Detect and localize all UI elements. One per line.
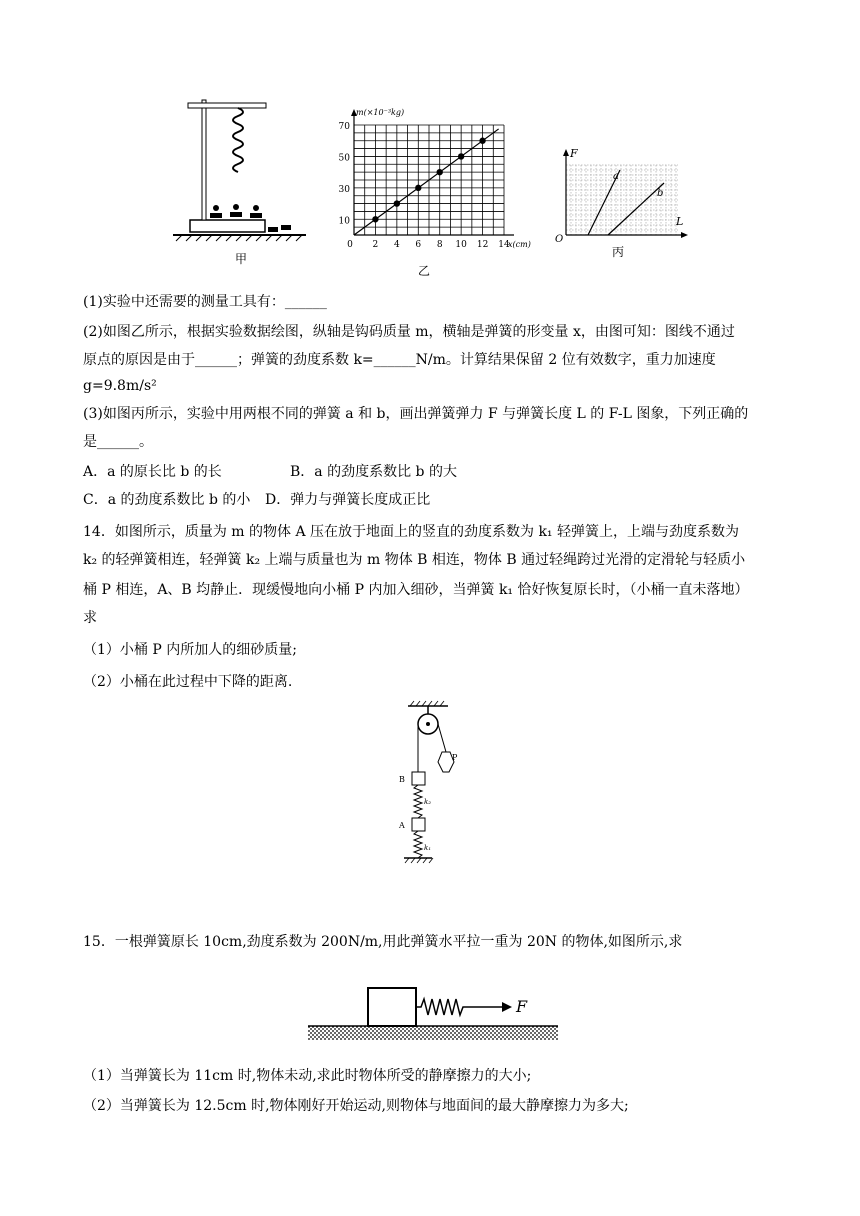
option-d: D．弹力与弹簧长度成正比: [265, 492, 431, 508]
yi-data-point: [479, 138, 485, 144]
q14-line2: k₂ 的轻弹簧相连，轻弹簧 k₂ 上端与质量也为 m 物体 B 相连，物体 B 通过轻绳跨过光滑的定滑轮与轻质小: [83, 552, 746, 568]
force-label: F: [516, 997, 528, 1016]
yi-x-tick-label: 6: [415, 240, 422, 250]
bing-line-b: [608, 183, 664, 235]
figure-pulley-springs: [390, 700, 480, 875]
block: [368, 988, 416, 1026]
block-b: [412, 772, 425, 785]
option-b: B．a 的劲度系数比 b 的大: [290, 464, 457, 480]
yi-data-point: [372, 216, 378, 222]
yi-origin-label: 0: [347, 240, 353, 250]
yi-x-tick-label: 8: [436, 240, 443, 250]
bing-label-b: b: [657, 188, 664, 199]
yi-y-axis-label: m(×10⁻³kg): [356, 108, 405, 117]
chart-yi: [330, 95, 531, 270]
bing-grid: [566, 165, 678, 235]
yi-y-tick-label: 30: [338, 184, 350, 195]
rope-right: [438, 724, 446, 752]
bing-label-O: O: [555, 234, 564, 245]
bing-label-L: L: [676, 215, 684, 228]
q13-part1: (1)实验中还需要的测量工具有：______: [83, 294, 327, 310]
option-a: A．a 的原长比 b 的长: [83, 464, 222, 480]
stand-base: [190, 220, 265, 232]
yi-x-tick-label: 10: [455, 240, 467, 250]
q14-line3: 桶 P 相连，A、B 均静止．现缓慢地向小桶 P 内加入细砂，当弹簧 k₁ 恰好恢复原长时，（小桶一直未落地）: [83, 582, 749, 598]
q15-sub2: （2）当弹簧长为 12.5cm 时,物体刚好开始运动,则物体与地面间的最大静摩擦力为多大;: [83, 1098, 629, 1114]
figure-block-spring: [308, 982, 558, 1044]
caption-bing: 丙: [612, 245, 625, 259]
q13-part3-line2: 是______。: [83, 434, 153, 450]
force-arrow-head: [502, 1002, 512, 1012]
yi-x-tick-label: 14: [498, 240, 510, 250]
yi-data-point: [458, 153, 464, 159]
block-a-label: A: [399, 821, 405, 830]
yi-data-point: [415, 185, 421, 191]
caption-yi: 乙: [418, 264, 431, 278]
block-a: [412, 818, 425, 831]
pulley-axle: [426, 722, 430, 726]
yi-x-tick-label: 2: [372, 240, 379, 250]
option-c: C．a 的劲度系数比 b 的小: [83, 492, 251, 508]
caption-jia: 甲: [235, 252, 248, 266]
bing-label-a: a: [613, 171, 619, 182]
q14-sub2: （2）小桶在此过程中下降的距离.: [83, 674, 293, 690]
figure-jia-apparatus: [168, 95, 313, 255]
q13-part3-line1: (3)如图丙所示，实验中用两根不同的弹簧 a 和 b，画出弹簧弹力 F 与弹簧长度 L 的 F-L 图象，下列正确的: [83, 406, 749, 422]
bing-label-F: F: [570, 147, 578, 160]
yi-x-axis-label: x(cm): [508, 240, 531, 249]
yi-data-point: [394, 200, 400, 206]
q13-part2-line1: (2)如图乙所示，根据实验数据绘图，纵轴是钩码质量 m，横轴是弹簧的形变量 x，由图可知：图线不通过: [83, 324, 735, 340]
stand-pole: [202, 100, 206, 220]
q13-part2-line2: 原点的原因是由于______；弹簧的劲度系数 k=______N/m。计算结果保留 2 位有效数字，重力加速度: [83, 352, 716, 368]
spring-k1: [414, 831, 422, 858]
yi-y-tick-label: 70: [338, 122, 350, 132]
q14-line4: 求: [83, 610, 97, 626]
bucket-p-label: P: [452, 753, 458, 762]
yi-y-tick-label: 10: [338, 216, 350, 227]
yi-data-point: [437, 169, 443, 175]
ground-surface: [308, 1026, 558, 1040]
q14-sub1: （1）小桶 P 内所加人的细砂质量;: [83, 642, 297, 658]
stand-arm: [188, 103, 266, 108]
spring-k2: [414, 785, 422, 818]
spring-k2-label: k₂: [424, 798, 432, 806]
spring-k1-label: k₁: [424, 844, 432, 852]
bing-y-arrow: [563, 149, 569, 156]
q13-part2-line3: g=9.8m/s²: [83, 378, 157, 394]
yi-x-tick-label: 4: [393, 240, 400, 250]
q15-line1: 15．一根弹簧原长 10cm,劲度系数为 200N/m,用此弹簧水平拉一重为 20N 的物体,如图所示,求: [83, 934, 683, 950]
yi-y-tick-label: 50: [338, 153, 350, 164]
yi-x-tick-label: 12: [476, 240, 489, 250]
horizontal-spring: [416, 999, 468, 1015]
block-b-label: B: [399, 775, 405, 784]
hanging-spring: [233, 108, 243, 172]
q14-line1: 14．如图所示，质量为 m 的物体 A 压在放于地面上的竖直的劲度系数为 k₁ 轻弹簧上，上端与劲度系数为: [83, 524, 739, 540]
q15-sub1: （1）当弹簧长为 11cm 时,物体未动,求此时物体所受的静摩擦力的大小;: [83, 1068, 532, 1084]
bing-x-arrow: [681, 232, 688, 238]
